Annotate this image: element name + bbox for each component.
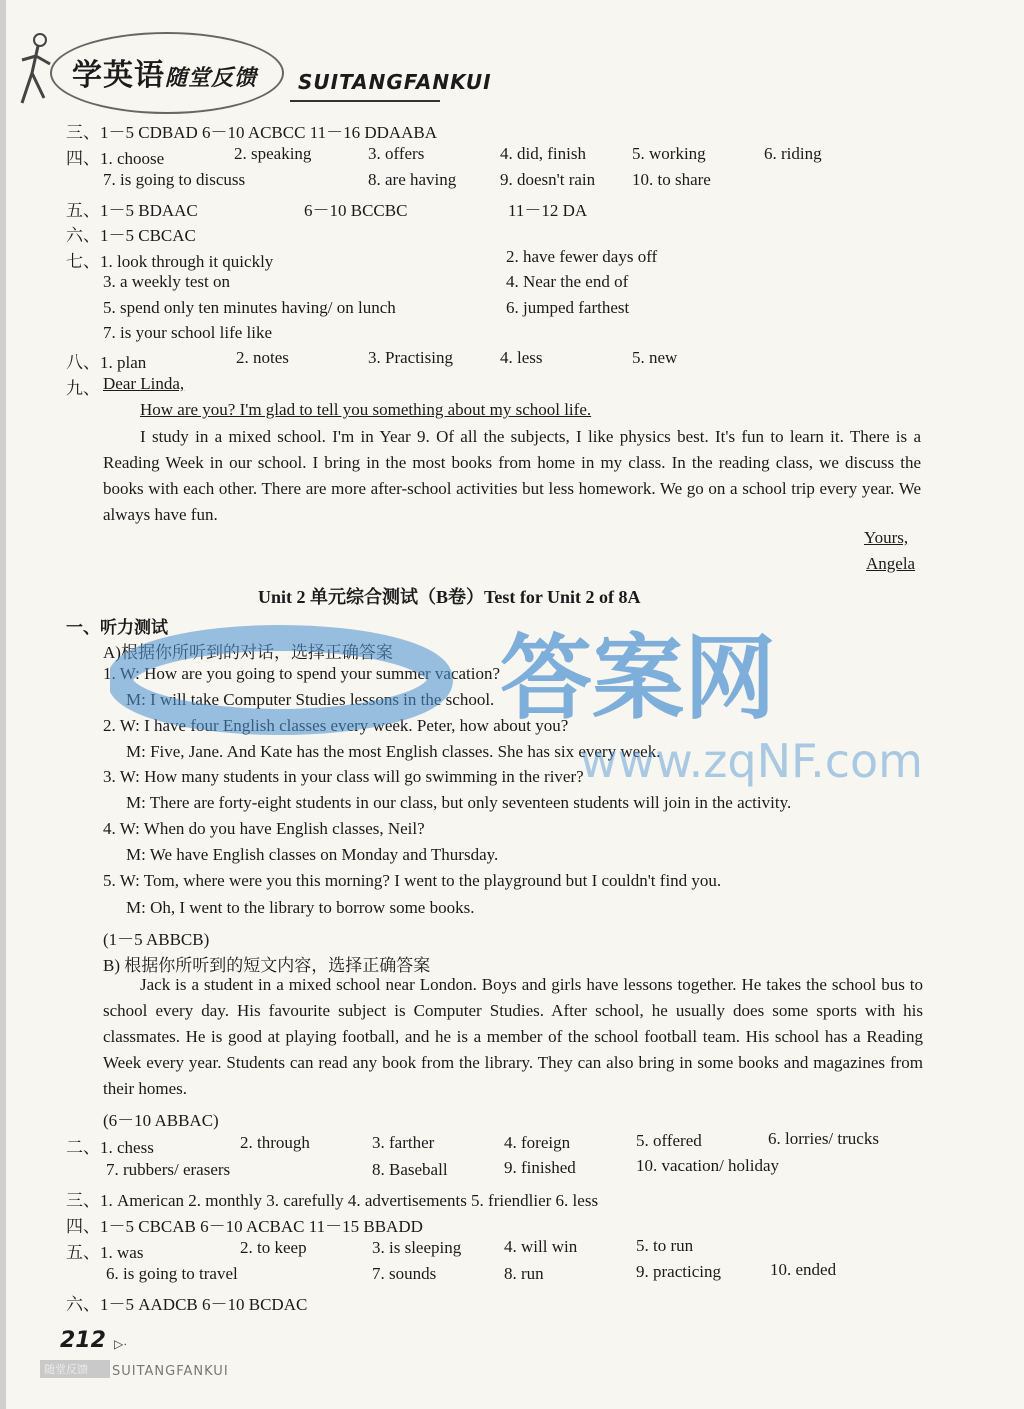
answer-line: 三、1. American 2. monthly 3. carefully 4. advertisements 5. friendlier 6. less (66, 1191, 599, 1210)
header (10, 20, 530, 120)
dialogue-line: M: Five, Jane. And Kate has the most English classes. She has six every week. (126, 742, 661, 761)
footer-brand: SUITANGFANKUI (112, 1364, 229, 1379)
answer-item: 6. is going to travel (106, 1264, 238, 1283)
answer-item: 8. run (504, 1264, 544, 1283)
answers-a: (1－5 ABBCB) (103, 930, 210, 949)
answer-line: 三、1－5 CDBAD 6－10 ACBCC 11－16 DDAABA (66, 123, 438, 142)
answer-item: 5. spend only ten minutes having/ on lunch (103, 298, 396, 317)
header-brand: SUITANGFANKUI (298, 70, 492, 94)
answer-item: 3. Practising (368, 348, 453, 367)
answer-item: 2. speaking (234, 144, 312, 163)
letter-body: I study in a mixed school. I'm in Year 9. Of all the subjects, I like physics best. It's fun to learn it. There is a Reading Week in our school. I bring in the most books from home in my class. In the reading class, we discuss the books with each other. There are more after-school activities but less homework. We go on a school trip every year. We always have fun. (103, 427, 921, 524)
answer-line: 六、1－5 CBCAC (66, 226, 196, 245)
dialogue-line: 2. W: I have four English classes every week. Peter, how about you? (103, 716, 569, 735)
answer-item: 4. did, finish (500, 144, 586, 163)
answer-item: 2. notes (236, 348, 289, 367)
page-number: 212 (60, 1328, 106, 1353)
dialogue-line: 1. W: How are you going to spend your summer vacation? (103, 664, 501, 683)
answer-item: 10. ended (770, 1260, 837, 1279)
answer-item: 6－10 BCCBC (304, 201, 408, 220)
answer-item: 7. is going to discuss (103, 170, 246, 189)
answer-item: 七、1. look through it quickly (66, 252, 274, 271)
dialogue-line: M: Oh, I went to the library to borrow some books. (126, 898, 475, 917)
answer-item: 4. will win (504, 1237, 578, 1256)
listening-passage: Jack is a student in a mixed school near London. Boys and girls have lessons together. He takes the school bus to school every day. His favourite subject is Computer Studies. After school, he usually does some sports with his classmates. He is good at playing football, and he is a member of the school football team. His school has a Reading Week every year. Students can read any book from the library. They can also bring in some books and magazines from their homes. (103, 975, 923, 1098)
header-rule (290, 100, 440, 102)
answer-item: 3. a weekly test on (103, 272, 230, 291)
book-title: 学英语随堂反馈 (72, 58, 258, 93)
answer-item: 3. is sleeping (372, 1238, 462, 1257)
answer-item: 5. to run (636, 1236, 694, 1255)
dialogue-line: M: I will take Computer Studies lessons in the school. (126, 690, 495, 709)
answer-item: 2. through (240, 1133, 310, 1152)
answer-item: 5. new (632, 348, 678, 367)
answer-item: 7. sounds (372, 1264, 437, 1283)
watermark-url: www.zqNF.com (580, 734, 923, 788)
answer-item: 4. foreign (504, 1133, 571, 1152)
watermark-chars: 答案网 (500, 625, 777, 732)
answer-item: 5. offered (636, 1131, 702, 1150)
answers-b: (6－10 ABBAC) (103, 1111, 219, 1130)
dialogue-line: 3. W: How many students in your class will go swimming in the river? (103, 767, 584, 786)
answer-item: 10. to share (632, 170, 711, 189)
answer-item: 四、1. choose (66, 149, 165, 168)
answer-item: 7. rubbers/ erasers (106, 1160, 231, 1179)
dialogue-line: 4. W: When do you have English classes, Neil? (103, 819, 425, 838)
answer-item: 9. practicing (636, 1262, 721, 1281)
binding-edge (0, 0, 6, 1409)
answer-item: 4. Near the end of (506, 272, 629, 291)
answer-item: 7. is your school life like (103, 323, 273, 342)
answer-item: 2. to keep (240, 1238, 307, 1257)
dialogue-line: M: There are forty-eight students in our class, but only seventeen students will join in the activity. (126, 793, 792, 812)
answer-item: 3. offers (368, 144, 425, 163)
dialogue-line: M: We have English classes on Monday and Thursday. (126, 845, 499, 864)
answer-item: 2. have fewer days off (506, 247, 658, 266)
answer-item: 5. working (632, 144, 706, 163)
answer-item: 8. are having (368, 170, 457, 189)
answer-item: 二、1. chess (66, 1138, 154, 1157)
dialogue-line: 5. W: Tom, where were you this morning? I went to the playground but I couldn't find you. (103, 871, 722, 890)
part-a-instruction: A)根据你所听到的对话，选择正确答案 (103, 643, 393, 662)
answer-item: 11－12 DA (508, 201, 588, 220)
play-arrow-icon: ▷· (114, 1337, 128, 1351)
answer-line: 四、1－5 CBCAB 6－10 ACBAC 11－15 BBADD (66, 1217, 423, 1236)
letter-intro: How are you? I'm glad to tell you something about my school life. (140, 400, 592, 419)
letter-greeting: Dear Linda, (103, 374, 185, 393)
answer-item: 3. farther (372, 1133, 435, 1152)
letter-closing: Yours, (864, 528, 909, 547)
answer-item: 10. vacation/ holiday (636, 1156, 780, 1175)
answer-item: 9. doesn't rain (500, 170, 596, 189)
unit-title: Unit 2 单元综合测试（B卷）Test for Unit 2 of 8A (258, 587, 641, 607)
section-heading: 一、听力测试 (66, 618, 168, 637)
answer-item: 6. jumped farthest (506, 298, 630, 317)
footer-label-box: 随堂反馈 (40, 1360, 110, 1378)
answer-item: 6. lorries/ trucks (768, 1129, 879, 1148)
answer-item: 八、1. plan (66, 353, 147, 372)
section-label: 九、 (66, 379, 100, 398)
answer-item: 五、1－5 BDAAC (66, 201, 198, 220)
answer-line: 六、1－5 AADCB 6－10 BCDAC (66, 1295, 308, 1314)
answer-item: 6. riding (764, 144, 822, 163)
letter-signature: Angela (866, 554, 916, 573)
answer-item: 9. finished (504, 1158, 576, 1177)
part-b-instruction: B) 根据你所听到的短文内容，选择正确答案 (103, 956, 431, 975)
answer-item: 五、1. was (66, 1243, 144, 1262)
answer-item: 8. Baseball (372, 1160, 448, 1179)
answer-item: 4. less (500, 348, 543, 367)
